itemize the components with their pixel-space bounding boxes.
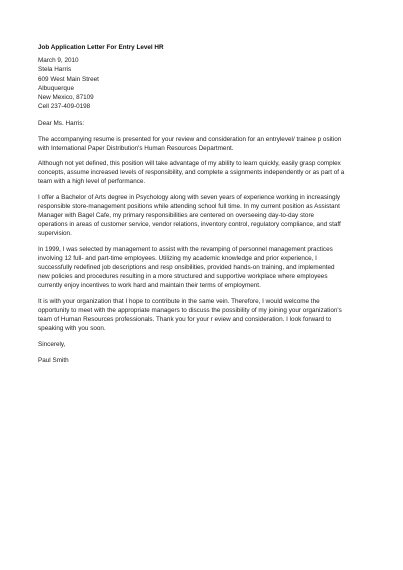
paragraph-line: In 1999, I was selected by management to assist with the revamping of personnel management practices xyxy=(38,245,333,253)
signature-name: Paul Smith xyxy=(38,356,69,364)
paragraph-closing-request xyxy=(38,297,368,334)
paragraph-line: opportunity to meet with the appropriate managers to discuss the possibility of my joining your organization's xyxy=(38,306,342,314)
letter-date: March 9, 2010 xyxy=(38,57,79,65)
paragraph-line: The accompanying resume is presented for your review and consideration for an entrylevel/ trainee p osition xyxy=(38,135,342,143)
paragraph-line: I offer a Bachelor of Arts degree in Psychology along with seven years of experience working in increasingly xyxy=(38,193,341,201)
sender-name: Stela Harris xyxy=(38,66,72,74)
sender-address-block xyxy=(38,56,368,111)
paragraph-intro xyxy=(38,135,368,153)
paragraph-experience xyxy=(38,193,368,239)
sender-state-zip: New Mexico, 87109 xyxy=(38,94,94,102)
paragraph-line: Manager with Bagel Cafe, my primary responsibilities are centered on overseeing day-to-day store xyxy=(38,212,315,220)
sender-phone: Cell 237-409-0198 xyxy=(38,103,91,111)
paragraph-line: supervision. xyxy=(38,230,72,238)
paragraph-line: new policies and procedures resulting in a more structured and supportive workplace where employees xyxy=(38,273,328,281)
job-application-letter xyxy=(38,43,368,365)
letter-title: Job Application Letter For Entry Level HR xyxy=(38,44,164,51)
letter-closing: Sincerely, xyxy=(38,341,66,349)
paragraph-abilities xyxy=(38,159,368,187)
paragraph-line: involving 12 full- and part-time employees. Utilizing my academic knowledge and prior experience, I xyxy=(38,254,317,262)
paragraph-line: with International Paper Distribution's Human Resources Department. xyxy=(38,144,234,152)
paragraph-line: operations in areas of customer service, vendor relations, inventory control, regulatory compliance, and staff xyxy=(38,221,341,229)
paragraph-line: currently enjoy incentives to work hard and maintain their terms of employment. xyxy=(38,282,261,290)
paragraph-line: responsible store-management positions while attending school full time. In my current position as Assistant xyxy=(38,202,340,210)
sender-city: Albuquerque xyxy=(38,84,74,92)
paragraph-line: team with a high level of performance. xyxy=(38,178,146,186)
sender-street: 609 West Main Street xyxy=(38,75,99,83)
paragraph-line: successfully redefined job descriptions and resp onsibilities, provided hands-on training, and implemented xyxy=(38,264,335,272)
paragraph-line: concepts, assume increased levels of responsibility, and complete a ssignments independently or as part of a xyxy=(38,169,345,177)
paragraph-achievements xyxy=(38,245,368,291)
paragraph-line: speaking with you soon. xyxy=(38,325,106,333)
paragraph-line: Although not yet defined, this position will take advantage of my ability to learn quickly, easily grasp complex xyxy=(38,160,341,168)
salutation: Dear Ms. Harris: xyxy=(38,120,85,128)
paragraph-line: team of Human Resources professionals. Thank you for your r eview and consideration. I look forward to xyxy=(38,316,332,324)
paragraph-line: It is with your organization that I hope to contribute in the same vein. Therefore, I would welcome the xyxy=(38,297,320,305)
